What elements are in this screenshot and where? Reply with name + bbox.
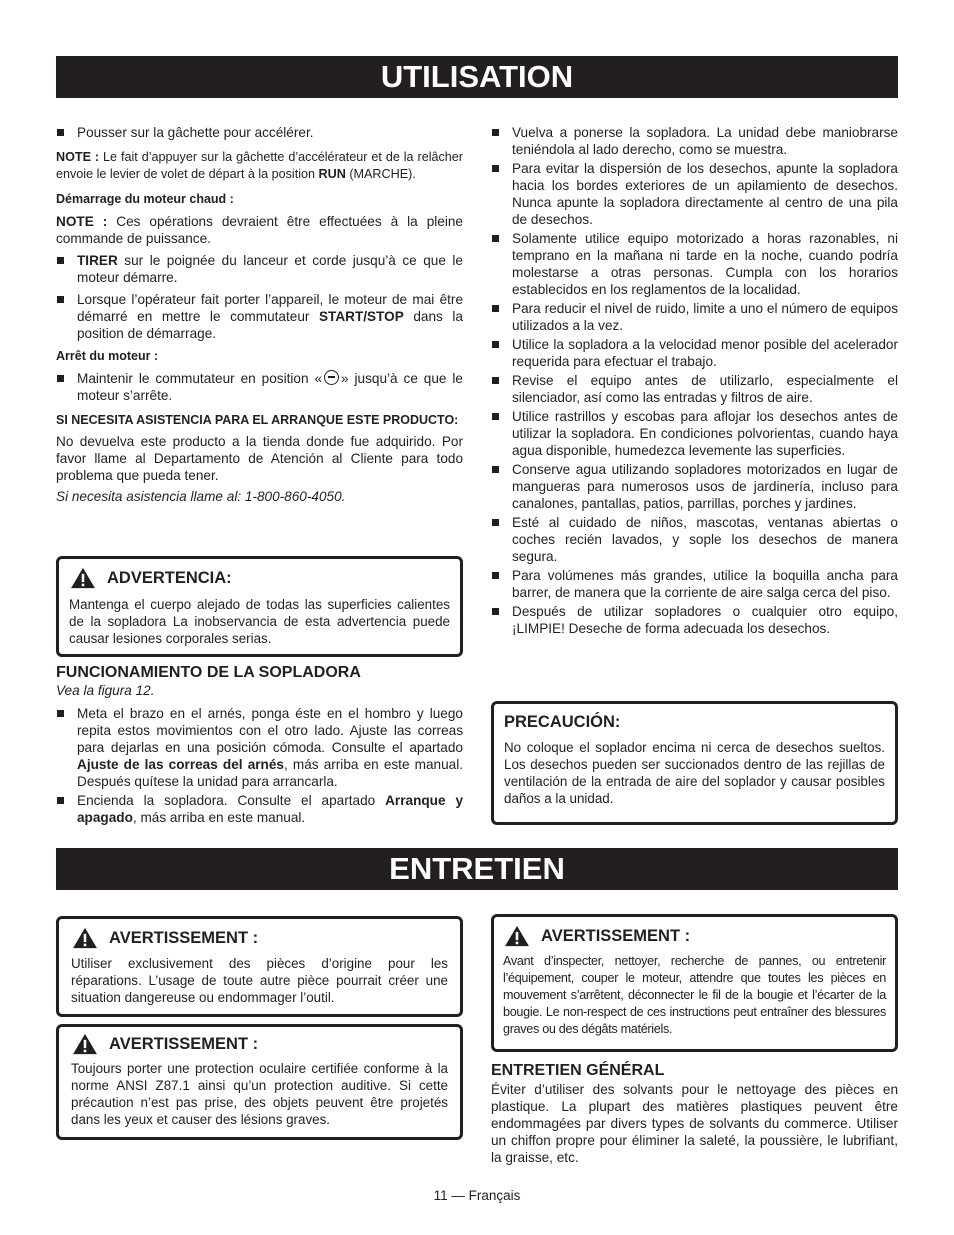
- list-item: Revise el equipo antes de utilizarlo, especialmente el silenciador, así como las entradas y filtros de aire.: [491, 372, 898, 406]
- avertissement-box-2: [56, 1024, 463, 1140]
- avertissement-text: Utiliser exclusivement des pièces d’origine pour les réparations. L’usage de toute autre pièce pourrait créer une situation dangereuse ou endommager l’outil.: [71, 956, 448, 1005]
- list-item: TIRER sur le poignée du lanceur et corde jusqu’à ce que le moteur démarre.: [56, 252, 463, 286]
- avertissement-box-1: [56, 916, 463, 1017]
- assistance-heading: SI NECESITA ASISTENCIA PARA EL ARRANQUE ESTE PRODUCTO:: [56, 413, 459, 427]
- figure-reference: Vea la figura 12.: [56, 683, 155, 698]
- engine-stop-heading: Arrêt du moteur :: [56, 349, 159, 363]
- stop-symbol-icon: [324, 370, 339, 385]
- list-item: Para evitar la dispersión de los desechos, apunte la sopladora hacia los bordes exteriores de un apilamiento de desechos. Nunca apunte la sopladora directamente al centro de una pila de desechos.: [491, 160, 898, 228]
- advertencia-box: [56, 556, 463, 657]
- avertissement-box-3: [491, 914, 898, 1052]
- section-banner-utilisation: UTILISATION: [56, 56, 898, 98]
- warning-triangle-icon: [71, 927, 99, 949]
- list-item: Maintenir le commutateur en position « » jusqu’à ce que le moteur s’arrête.: [56, 370, 463, 404]
- list-item: Para volúmenes más grandes, utilice la boquilla ancha para barrer, de manera que la corriente de aire salga cerca del piso.: [491, 567, 898, 601]
- assistance-text: No devuelva este producto a la tienda donde fue adquirido. Por favor llame al Departamento de Atención al Cliente para todo problema que pueda tener.: [56, 434, 463, 483]
- avertissement-text: Toujours porter une protection oculaire certifiée conforme à la norme ANSI Z87.1 ainsi qu’un protection auditive. Si cette précaution n’est pas prise, des objets peuvent être projetés dans les yeux et causer des lésions graves.: [71, 1061, 448, 1127]
- warning-triangle-icon: [71, 1033, 99, 1055]
- advertencia-title: ADVERTENCIA:: [107, 568, 232, 587]
- avertissement-text: Avant d’inspecter, nettoyer, recherche de pannes, ou entretenir l’équipement, couper le moteur, attendre que toutes les pièces en mouvement s’arrêtent, déconnecter le fil de la bougie et l’écarter de la bougie. Le non-respect de ces instructions peut entraîner des blessures graves ou des dégâts matériels.: [503, 954, 886, 1036]
- list-item: Utilice rastrillos y escobas para aflojar los desechos antes de utilizar la sopladora. En condiciones polvorientas, cuando haya agua disponible, humedezca levemente las superficies.: [491, 408, 898, 459]
- list-item: Solamente utilice equipo motorizado a horas razonables, ni temprano en la mañana ni tarde en la noche, cuando podría molestarse a otras personas. Cumpla con los horarios establecidos en los reglamentos de la localidad.: [491, 230, 898, 298]
- list-item: Para reducir el nivel de ruido, limite a uno el número de equipos utilizados a la vez.: [491, 300, 898, 334]
- entretien-general-heading: ENTRETIEN GÉNÉRAL: [491, 1062, 665, 1079]
- list-item: Pousser sur la gâchette pour accélérer.: [56, 124, 463, 141]
- precaucion-text: No coloque el soplador encima ni cerca de desechos sueltos. Los desechos pueden ser succionados dentro de las rejillas de ventilación de la entrada de aire del soplador y causar posibles daños a la unidad.: [504, 740, 885, 806]
- precaucion-title: PRECAUCIÓN:: [504, 713, 621, 731]
- list-item: Conserve agua utilizando sopladores motorizados en lugar de mangueras para numerosos usos de jardinería, incluso para canalones, pantallas, patios, parrillas, porches y jardines.: [491, 461, 898, 512]
- list-item: Lorsque l’opérateur fait porter l’appareil, le moteur de mai être démarré en mettre le commutateur START/STOP dans la position de démarrage.: [56, 291, 463, 342]
- page-footer: 11 — Français: [433, 1188, 521, 1203]
- assistance-phone: Si necesita asistencia llame al: 1-800-860-4050.: [56, 489, 346, 504]
- funcionamiento-section: [56, 663, 463, 826]
- right-column: [491, 124, 898, 637]
- warning-triangle-icon: [69, 567, 97, 589]
- entretien-general-section: [491, 1061, 898, 1166]
- advertencia-text: Mantenga el cuerpo alejado de todas las superficies calientes de la sopladora La inobservancia de esta advertencia puede causar lesiones corporales serias.: [69, 597, 450, 646]
- note-paragraph: NOTE : Le fait d’appuyer sur la gâchette d’accélérateur et de la relâcher envoie le levier de volet de départ à la position RUN (MARCHE).: [56, 150, 463, 181]
- list-item: Vuelva a ponerse la sopladora. La unidad debe maniobrarse teniéndola al lado derecho, como se muestra.: [491, 124, 898, 158]
- left-column: [56, 124, 463, 505]
- list-item: Esté al cuidado de niños, mascotas, ventanas abiertas o coches recién lavados, y sople los desechos de manera segura.: [491, 514, 898, 565]
- list-item: Encienda la sopladora. Consulte el apartado Arranque y apagado, más arriba en este manual.: [56, 792, 463, 826]
- entretien-general-text: Éviter d’utiliser des solvants pour le nettoyage des pièces en plastique. La plupart des matières plastiques peuvent être endommagées par divers types de solvants du commerce. Utiliser un chiffon propre pour éliminer la saleté, la poussière, le lubrifiant, la graisse, etc.: [491, 1082, 898, 1165]
- list-item: Utilice la sopladora a la velocidad menor posible del acelerador requerida para efectuar el trabajo.: [491, 336, 898, 370]
- warning-triangle-icon: [503, 925, 531, 947]
- avertissement-title: AVERTISSEMENT :: [109, 1034, 259, 1053]
- avertissement-title: AVERTISSEMENT :: [541, 926, 691, 945]
- list-item: Después de utilizar sopladores o cualquier otro equipo, ¡LIMPIE! Deseche de forma adecuada los desechos.: [491, 603, 898, 637]
- section-banner-entretien: ENTRETIEN: [56, 848, 898, 890]
- list-item: Meta el brazo en el arnés, ponga éste en el hombro y luego repita estos movimientos con el otro lado. Ajuste las correas para dejarlas en una posición cómoda. Consulte el apartado Ajuste de las correas del arnés, más arriba en este manual. Después quítese la unidad para arrancarla.: [56, 705, 463, 790]
- warm-start-heading: Démarrage du moteur chaud :: [56, 192, 234, 206]
- precaucion-box: [491, 701, 898, 825]
- avertissement-title: AVERTISSEMENT :: [109, 928, 259, 947]
- funcionamiento-heading: FUNCIONAMIENTO DE LA SOPLADORA: [56, 664, 361, 681]
- note-paragraph: NOTE : Ces opérations devraient être effectuées à la pleine commande de puissance.: [56, 214, 463, 246]
